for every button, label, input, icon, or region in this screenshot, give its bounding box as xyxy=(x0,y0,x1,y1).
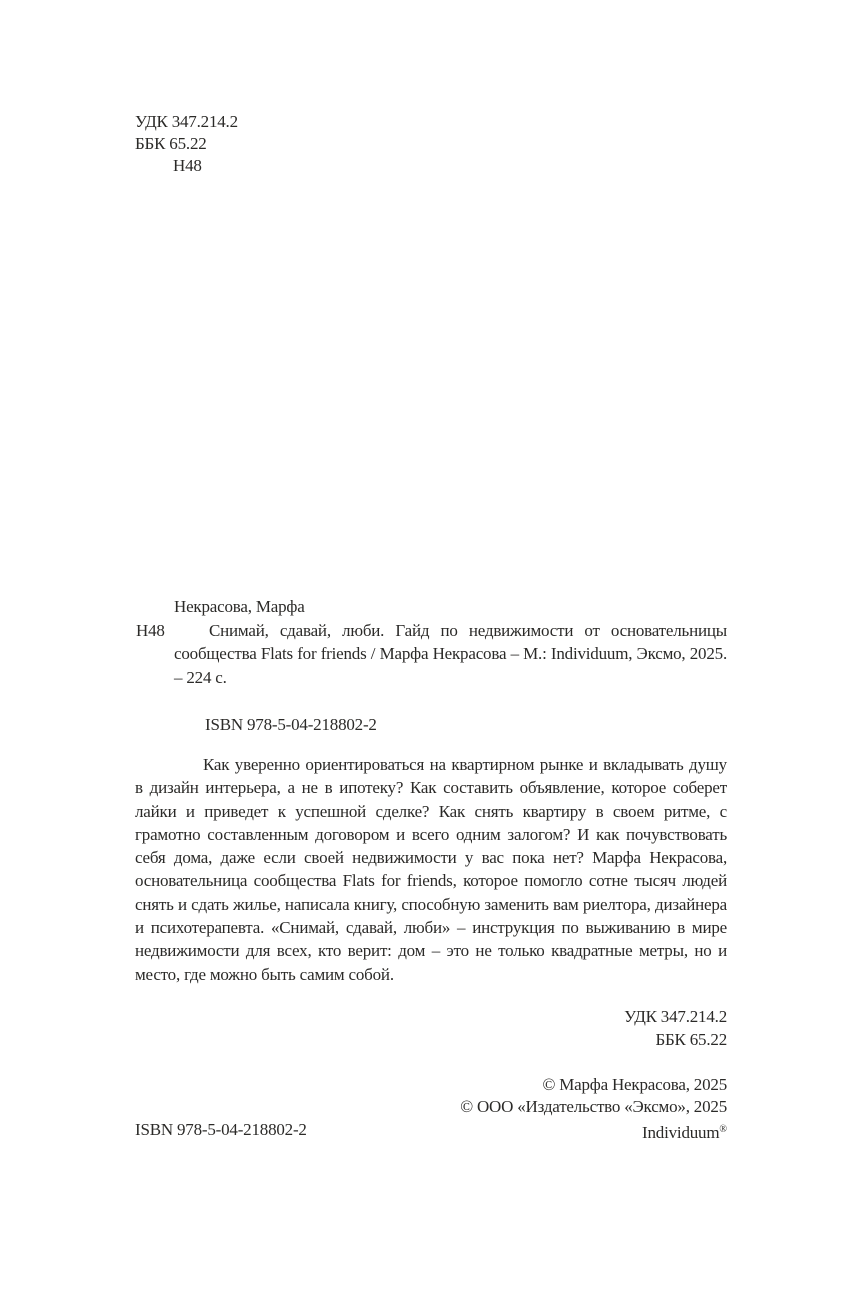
card-description: Снимай, сдавай, люби. Гайд по недвижимости от основательницы сообщества Flats for friends / Марфа Некрасова – М.: Individuum, Эксмо, 2025. – 224 с. xyxy=(174,620,727,687)
registered-trademark-symbol: ® xyxy=(719,1123,727,1135)
card-entry xyxy=(135,619,727,690)
imprint-line xyxy=(460,1119,727,1144)
copyright-author: © Марфа Некрасова, 2025 xyxy=(542,1075,727,1094)
card-author: Некрасова, Марфа xyxy=(174,597,305,616)
bbk-code-bottom: ББК 65.22 xyxy=(655,1029,727,1049)
copyright-publisher: © ООО «Издательство «Эксмо», 2025 xyxy=(460,1097,727,1117)
annotation-paragraph: Как уверенно ориентироваться на квартирном рынке и вкладывать душу в дизайн интерьера, а не в ипотеку? Как составить объявление, которое соберет лайки и приведет к успешной сделке? Как снять квартиру в своем ритме, с грамотно составленным договором и всего одним залогом? И как почувствовать себя дома, даже если своей недвижимости у вас пока нет? Марфа Некрасова, основательница сообщества Flats for friends, которое помогло сотне тысяч людей снять и сдать жилье, написала книгу, способную заменить вам риелтора, дизайнера и психотерапевта. «Снимай, сдавай, люби» – инструкция по выживанию в мире недвижимости для всех, кто верит: дом – это не только квадратные метры, но и место, где можно быть самим собой. xyxy=(135,755,727,984)
card-isbn: ISBN 978-5-04-218802-2 xyxy=(205,715,377,734)
imprint-name: Individuum xyxy=(642,1122,720,1142)
bbk-code-top: ББК 65.22 xyxy=(135,134,207,153)
isbn-bottom: ISBN 978-5-04-218802-2 xyxy=(135,1120,307,1139)
card-author-sign: Н48 xyxy=(136,620,165,640)
classification-block-bottom xyxy=(624,1006,727,1051)
author-sign-top: Н48 xyxy=(173,156,202,175)
udk-code-top: УДК 347.214.2 xyxy=(135,112,238,131)
catalog-card xyxy=(135,595,727,737)
copyright-block xyxy=(460,1074,727,1144)
classification-block-top xyxy=(135,111,238,177)
udk-code-bottom: УДК 347.214.2 xyxy=(624,1007,727,1026)
